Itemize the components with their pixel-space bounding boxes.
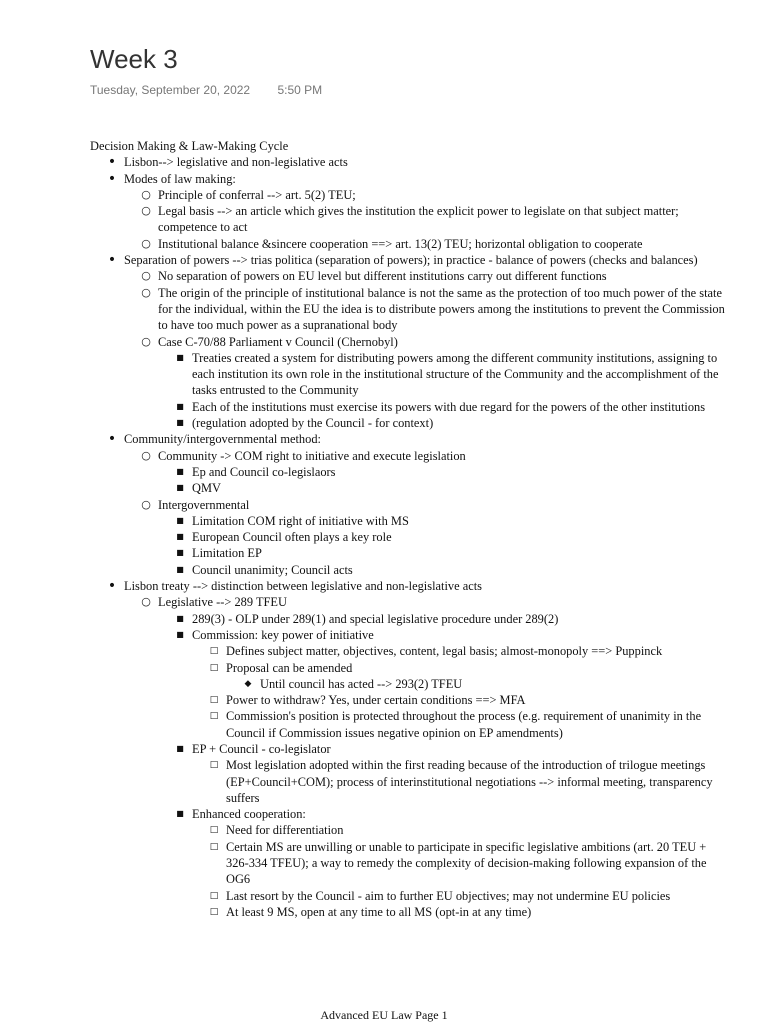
bullet-marker-icon: ■ bbox=[176, 401, 184, 411]
bullet-marker-icon: □ bbox=[209, 890, 219, 901]
list-item bbox=[90, 497, 725, 513]
list-item-text: The origin of the principle of institutional balance is not the same as the protection of too much power of the state for the individual, within the EU the idea is to distribute powers among the institutions to prevent the Commission to have too much power as a supranational body bbox=[158, 285, 725, 333]
list-item bbox=[90, 154, 725, 170]
list-item bbox=[90, 676, 725, 692]
list-item-text: Institutional balance &sincere cooperation ==> art. 13(2) TEU; horizontal obligation to cooperate bbox=[158, 236, 643, 251]
list-item-text: Ep and Council co-legislaors bbox=[192, 464, 336, 479]
bullet-marker-icon: ■ bbox=[176, 629, 184, 639]
list-item-text: Defines subject matter, objectives, content, legal basis; almost-monopoly ==> Puppinck bbox=[226, 644, 663, 659]
list-item-text: Treaties created a system for distributing powers among the different community institutions, assigning to each institution its own role in the institutional structure of the Community and the accomplishment of the tasks entrusted to the Community bbox=[192, 350, 719, 398]
list-item-text: Most legislation adopted within the first reading because of the introduction of trilogue meetings (EP+Council+COM); process of interinstitutional negotiations --> informal meeting, transparency suffers bbox=[226, 758, 713, 805]
list-item-text: Intergovernmental bbox=[158, 497, 250, 512]
list-item bbox=[90, 350, 725, 399]
page-title: Week 3 bbox=[90, 44, 178, 74]
list-item bbox=[90, 692, 725, 708]
list-item bbox=[90, 268, 725, 284]
bullet-marker-icon: ○ bbox=[141, 334, 151, 348]
bullet-marker-icon: □ bbox=[209, 711, 219, 722]
page-time: 5:50 PM bbox=[277, 83, 323, 97]
list-item bbox=[90, 562, 725, 578]
bullet-marker-icon: ■ bbox=[176, 809, 184, 819]
list-item bbox=[90, 203, 725, 236]
bullet-marker-icon: ○ bbox=[141, 204, 151, 218]
bullet-marker-icon: ○ bbox=[141, 285, 151, 299]
bullet-marker-icon: ○ bbox=[141, 269, 151, 283]
list-item-text: Case C-70/88 Parliament v Council (Chernobyl) bbox=[158, 334, 398, 349]
list-item-text: Enhanced cooperation: bbox=[192, 807, 306, 822]
list-item-text: Legislative --> 289 TFEU bbox=[158, 595, 287, 610]
list-item bbox=[90, 399, 725, 415]
bullet-marker-icon: ○ bbox=[141, 497, 151, 511]
list-item-text: Power to withdraw? Yes, under certain conditions ==> MFA bbox=[226, 693, 526, 708]
list-item bbox=[90, 578, 725, 594]
list-item-text: Limitation COM right of initiative with MS bbox=[192, 513, 409, 528]
bullet-marker-icon: • bbox=[107, 578, 117, 595]
bullet-marker-icon: ○ bbox=[141, 595, 151, 609]
list-item-text: At least 9 MS, open at any time to all MS (opt-in at any time) bbox=[226, 904, 532, 919]
list-item-text: Principle of conferral --> art. 5(2) TEU; bbox=[158, 187, 356, 202]
list-item bbox=[90, 448, 725, 464]
bullet-marker-icon: □ bbox=[209, 760, 219, 771]
page-date: Tuesday, September 20, 2022 bbox=[90, 83, 251, 97]
list-item bbox=[90, 594, 725, 610]
list-item-text: No separation of powers on EU level but different institutions carry out different functions bbox=[158, 269, 607, 284]
list-item-text: Modes of law making: bbox=[124, 171, 236, 186]
list-item bbox=[90, 822, 725, 838]
list-item bbox=[90, 627, 725, 643]
bullet-marker-icon: ○ bbox=[141, 448, 151, 462]
notes-body bbox=[90, 138, 725, 920]
list-item-text: Separation of powers --> trias politica (separation of powers); in practice - balance of powers (checks and balances) bbox=[124, 253, 698, 268]
notes-outline bbox=[90, 154, 725, 920]
list-item bbox=[90, 545, 725, 561]
list-item-text: Council unanimity; Council acts bbox=[192, 562, 353, 577]
bullet-marker-icon: □ bbox=[209, 906, 219, 917]
list-item-text: European Council often plays a key role bbox=[192, 530, 392, 545]
bullet-marker-icon: ○ bbox=[141, 236, 151, 250]
list-item-text: Proposal can be amended bbox=[226, 660, 353, 675]
bullet-marker-icon: ○ bbox=[141, 187, 151, 201]
list-item-text: (regulation adopted by the Council - for context) bbox=[192, 416, 434, 431]
list-item bbox=[90, 643, 725, 659]
page-timestamp bbox=[90, 83, 322, 97]
list-item bbox=[90, 285, 725, 334]
bullet-marker-icon: □ bbox=[209, 646, 219, 657]
list-item bbox=[90, 660, 725, 676]
list-item bbox=[90, 529, 725, 545]
list-item bbox=[90, 513, 725, 529]
bullet-marker-icon: ◆ bbox=[244, 678, 252, 689]
bullet-marker-icon: ■ bbox=[176, 564, 184, 574]
list-item-text: Commission: key power of initiative bbox=[192, 627, 374, 642]
list-item bbox=[90, 236, 725, 252]
bullet-marker-icon: ■ bbox=[176, 548, 184, 558]
list-item-text: Lisbon treaty --> distinction between legislative and non-legislative acts bbox=[124, 579, 482, 594]
list-item bbox=[90, 904, 725, 920]
list-item-text: Certain MS are unwilling or unable to participate in specific legislative ambitions (art. 20 TEU + 326-334 TFEU); a way to remedy the complexity of decision-making following expansion of the OG6 bbox=[226, 839, 707, 887]
list-item bbox=[90, 480, 725, 496]
list-item-text: Legal basis --> an article which gives the institution the explicit power to legislate on that subject matter; competence to act bbox=[158, 204, 679, 235]
list-item bbox=[90, 334, 725, 350]
bullet-marker-icon: • bbox=[107, 154, 117, 171]
list-item bbox=[90, 464, 725, 480]
list-item bbox=[90, 888, 725, 904]
bullet-marker-icon: ■ bbox=[176, 483, 184, 493]
list-item-text: Last resort by the Council - aim to further EU objectives; may not undermine EU policies bbox=[226, 888, 671, 903]
list-item bbox=[90, 806, 725, 822]
bullet-marker-icon: □ bbox=[209, 825, 219, 836]
list-item-text: EP + Council - co-legislator bbox=[192, 741, 331, 756]
list-item bbox=[90, 415, 725, 431]
list-item bbox=[90, 611, 725, 627]
list-item-text: Each of the institutions must exercise its powers with due regard for the powers of the other institutions bbox=[192, 399, 706, 414]
list-item bbox=[90, 757, 725, 806]
list-item-text: Community -> COM right to initiative and execute legislation bbox=[158, 448, 466, 463]
bullet-marker-icon: • bbox=[107, 170, 117, 187]
list-item-text: Commission's position is protected throughout the process (e.g. requirement of unanimity in the Council if Commission issues negative opinion on EP amendments) bbox=[226, 709, 702, 740]
list-item bbox=[90, 741, 725, 757]
list-item bbox=[90, 187, 725, 203]
bullet-marker-icon: • bbox=[107, 431, 117, 448]
bullet-marker-icon: ■ bbox=[176, 418, 184, 428]
notes-heading: Decision Making & Law-Making Cycle bbox=[90, 139, 289, 153]
bullet-marker-icon: ■ bbox=[176, 352, 184, 362]
list-item-text: Community/intergovernmental method: bbox=[124, 432, 321, 447]
list-item-text: Limitation EP bbox=[192, 546, 262, 561]
bullet-marker-icon: □ bbox=[209, 695, 219, 706]
bullet-marker-icon: • bbox=[107, 252, 117, 269]
bullet-marker-icon: ■ bbox=[176, 515, 184, 525]
list-item-text: Lisbon--> legislative and non-legislative acts bbox=[124, 155, 348, 170]
bullet-marker-icon: ■ bbox=[176, 466, 184, 476]
bullet-marker-icon: ■ bbox=[176, 743, 184, 753]
bullet-marker-icon: □ bbox=[209, 662, 219, 673]
list-item bbox=[90, 252, 725, 268]
list-item bbox=[90, 431, 725, 447]
page-footer: Advanced EU Law Page 1 bbox=[320, 1008, 448, 1022]
list-item-text: 289(3) - OLP under 289(1) and special legislative procedure under 289(2) bbox=[192, 611, 559, 626]
list-item bbox=[90, 839, 725, 888]
bullet-marker-icon: ■ bbox=[176, 613, 184, 623]
list-item-text: QMV bbox=[192, 481, 221, 496]
bullet-marker-icon: ■ bbox=[176, 532, 184, 542]
bullet-marker-icon: □ bbox=[209, 841, 219, 852]
list-item bbox=[90, 171, 725, 187]
list-item-text: Need for differentiation bbox=[226, 823, 344, 838]
list-item-text: Until council has acted --> 293(2) TFEU bbox=[260, 676, 463, 691]
list-item bbox=[90, 708, 725, 741]
